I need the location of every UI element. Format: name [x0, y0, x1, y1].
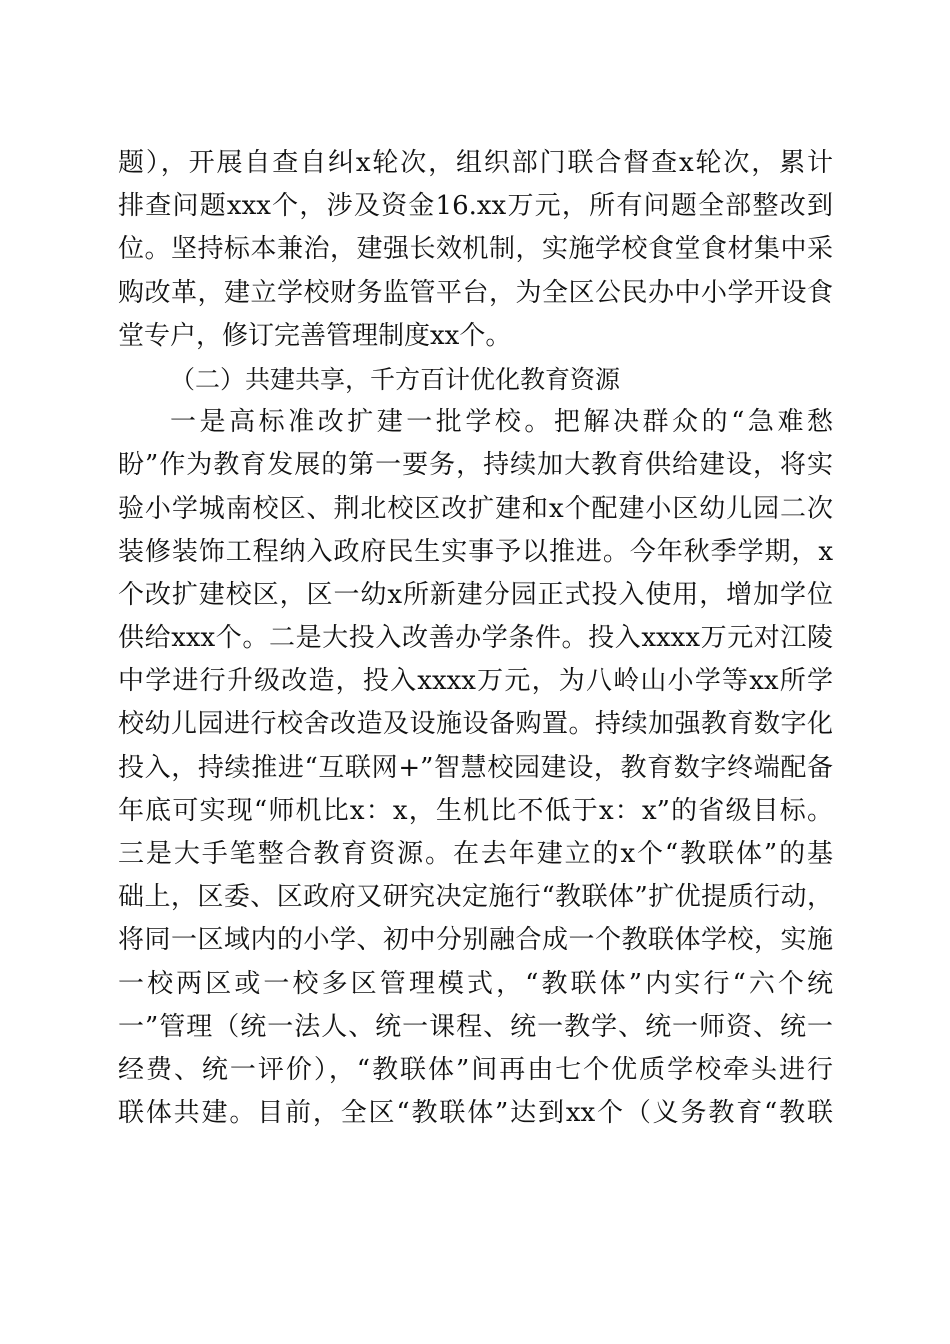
text-line: 将同一区域内的小学、初中分别融合成一个教联体学校，实施	[118, 925, 833, 956]
text-line: 经费、统一评价），“教联体”间再由七个优质学校牵头进行	[118, 1054, 833, 1085]
text-fragment: 把解决群众的“急难愁	[553, 407, 833, 438]
text-line: 盼”作为教育发展的第一要务，持续加大教育供给建设，将实	[118, 450, 833, 481]
text-line: 排查问题xxx个，涉及资金16.xx万元，所有问题全部整改到	[118, 191, 833, 222]
text-line: 校幼儿园进行校舍改造及设施设备购置。持续加强教育数字化	[118, 709, 833, 740]
text-line: 三是大手笔整合教育资源。在去年建立的x个“教联体”的基	[118, 839, 833, 869]
text-line: 联体共建。目前，全区“教联体”达到xx个（义务教育“教联	[118, 1098, 833, 1129]
text-line: 题），开展自查自纠x轮次，组织部门联合督查x轮次，累计	[118, 148, 833, 178]
text-line: 供给xxx个。二是大投入改善办学条件。投入xxxx万元对江陵	[118, 623, 833, 654]
paragraph-finance-supervision	[118, 142, 833, 358]
text-line: 验小学城南校区、荆北校区改扩建和x个配建小区幼儿园二次	[118, 493, 833, 524]
text-line: 础上，区委、区政府又研究决定施行“教联体”扩优提质行动，	[118, 882, 833, 913]
paragraph-first-line	[118, 401, 833, 444]
text-line: 位。坚持标本兼治，建强长效机制，实施学校食堂食材集中采	[118, 234, 833, 265]
text-line: 购改革，建立学校财务监管平台，为全区公民办中小学开设食	[118, 277, 833, 308]
paragraph-lead-sentence: 一是高标准改扩建一批学校。	[170, 407, 554, 438]
document-body	[118, 142, 833, 1135]
text-line: 个改扩建校区，区一幼x所新建分园正式投入使用，增加学位	[118, 579, 833, 610]
section-heading: （二）共建共享，千方百计优化教育资源	[170, 364, 621, 394]
text-line: 堂专户，修订完善管理制度xx个。	[118, 320, 512, 351]
text-line: 一校两区或一校多区管理模式，“教联体”内实行“六个统	[118, 968, 833, 999]
text-line: 一”管理（统一法人、统一课程、统一教学、统一师资、统一	[118, 1011, 833, 1042]
text-line: 年底可实现“师机比x：x，生机比不低于x：x”的省级目标。	[118, 795, 833, 826]
text-line: 投入，持续推进“互联网+”智慧校园建设，教育数字终端配备	[118, 752, 833, 783]
paragraph-education-resources	[118, 401, 833, 1135]
text-line: 装修装饰工程纳入政府民生实事予以推进。今年秋季学期，x	[118, 536, 833, 567]
text-line: 中学进行升级改造，投入xxxx万元，为八岭山小学等xx所学	[118, 666, 833, 697]
